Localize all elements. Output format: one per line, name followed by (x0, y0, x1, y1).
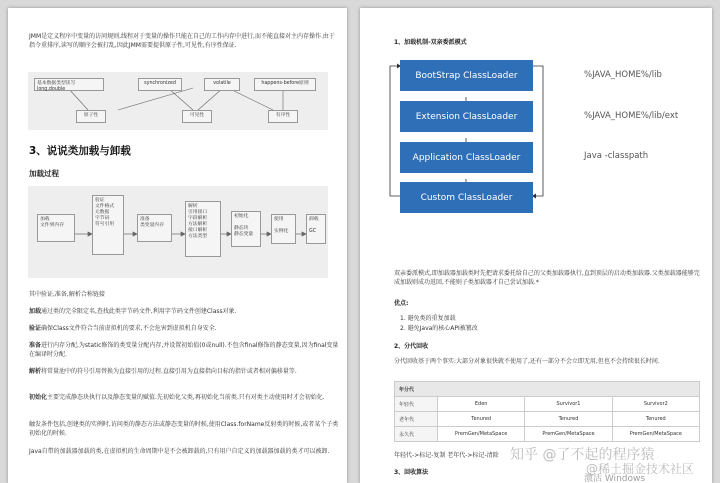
subsection-title: 加载过程 (29, 169, 59, 178)
item-verify: 验证确保Class文件符合当前虚拟机的要求,不会危害到虚拟机自身安全. (29, 325, 217, 332)
extension-classloader-box: Extension ClassLoader (400, 101, 533, 132)
flow-step-init: 初始化 静态块 静态变量 (231, 211, 261, 247)
watermark-juejin: @稀土掘金技术社区 (586, 462, 695, 476)
flow-step-unload: 卸载 GC (306, 214, 326, 244)
jmm-bottom-box: 原子性 (76, 110, 106, 123)
extension-path: %JAVA_HOME%/lib/ext (584, 111, 679, 121)
intro-paragraph: JMM是定义程序中变量的访问规则,线程对于变量的操作只能在自己的工作内存中进行,而不能直接对主内存操作.由于指令重排序,读写的顺序会被打乱,因此JMM需要提供原子性,可见性,有序性保证. (29, 33, 335, 49)
flow-step-use: 使用 实例化 (271, 214, 296, 244)
flow-step-load: 加载 文件到内存 (37, 214, 75, 242)
watermark-zhihu: 知乎 @了不起的程序猿 (510, 447, 655, 463)
jmm-top-box: happens-before原则 (254, 78, 316, 91)
jmm-top-box: volatile (204, 78, 240, 91)
item-init: 初始化主要完成静态块执行以及静态变量的赋值.先初始化父类,再初始化当前类.只有对类主动使用时才会初始化. (29, 394, 325, 401)
application-classloader-box: Application ClassLoader (400, 142, 533, 173)
table-header: 年分代 (395, 382, 700, 397)
jmm-top-box: synchronized (138, 78, 182, 91)
item-resolve: 解析将常量池中的符号引用替换为直接引用的过程.直接引用为直接指向目标的指针或者相对偏移量等. (29, 368, 297, 375)
jmm-bottom-box: 有序性 (268, 110, 298, 123)
application-path: Java -classpath (584, 151, 649, 161)
gc-chain-text: 年轻代->标记-复制 老年代->标记-清除 (394, 452, 499, 459)
table-row: 老年代 Tenured Tenured Tenured (395, 412, 700, 427)
section-title-parent-delegation: 1、加载机制-双亲委派模式 (394, 39, 467, 46)
activate-windows-text: 激活 Windows (584, 474, 646, 483)
item-prepare: 准备进行内存分配,为static修饰的类变量分配内存,并设置初始值(0或null).不包含final修饰的静态变量,因为final变量在编译时分配. (29, 342, 339, 358)
bootstrap-classloader-box: BootStrap ClassLoader (400, 60, 533, 91)
delegation-paragraph: 双亲委派模式,即加载器加载类时先把请求委托给自己的父类加载器执行,直到顶层的启动类加载器.父类加载器能够完成加载则成功返回,不能则子类加载器才自己尝试加载.* (394, 270, 700, 286)
generational-paragraph: 分代回收基于两个事实:大部分对象很快就不使用了,还有一部分不会立即无用,但也不会持续很长时间. (394, 358, 660, 365)
right-page (360, 8, 712, 483)
advantage-item: 1. 避免类的重复加载 (400, 315, 456, 322)
link-note: 其中验证,准备,解析合称链接 (29, 291, 105, 298)
flow-step-resolve: 解析 引用接口 字段解析 方法解析 接口解析 方法类型 (185, 201, 221, 257)
bootstrap-path: %JAVA_HOME%/lib (584, 70, 662, 80)
left-page (8, 8, 347, 483)
table-row: 永久代 PremGen/MetaSpace PremGen/MetaSpace PremGen/MetaSpace (395, 427, 700, 442)
item-load: 加载通过类的完全限定名,查找此类字节码文件,利用字节码文件创建Class对象. (29, 308, 237, 315)
advantage-item: 2. 避免Java的核心API被篡改 (400, 325, 478, 332)
table-row: 年轻代 Eden Survivor1 Survivor2 (395, 397, 700, 412)
section-title-algorithms: 3、回收算法 (394, 469, 429, 476)
advantages-title: 优点: (394, 300, 409, 307)
item-trigger: 触发条件包括,创建类的实例时,访问类的静态方法或静态变量的时候,使用Class.forName反射类的时候,或者某个子类初始化的时候. (29, 421, 339, 437)
section-title-generational: 2、分代回收 (394, 343, 429, 350)
item-unload: Java自带的加载器加载的类,在虚拟机的生命周期中是不会被卸载的,只有用户自定义的加载器加载的类才可以被卸. (29, 448, 330, 455)
jmm-top-box: 基本数据类型读写long,double (34, 78, 104, 91)
jmm-bottom-box: 可见性 (182, 110, 212, 123)
flow-step-verify: 验证 文件格式 元数据 字节码 符号引用 (92, 195, 124, 255)
generation-table (394, 381, 700, 442)
flow-step-prepare: 准备 类变量内存 (137, 214, 172, 242)
custom-classloader-box: Custom ClassLoader (400, 182, 533, 213)
section-title: 3、说说类加载与卸载 (29, 145, 131, 157)
